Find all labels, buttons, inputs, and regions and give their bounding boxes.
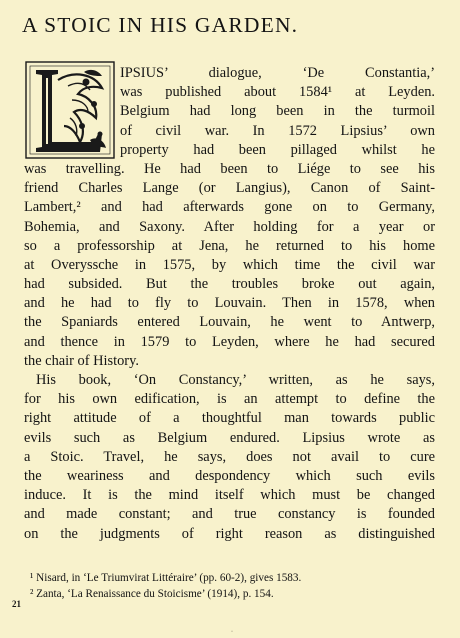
footnote-1: ¹ Nisard, in ‘Le Triumvirat Littéraire’ (pp. 60-2), gives 1583. (30, 572, 302, 584)
text-line: induce. It is the mind itself which must be changed (24, 487, 435, 504)
text-line: for his own edification, is an attempt to define the (24, 391, 435, 408)
folio-number: 21 (12, 599, 21, 609)
text-line: the chair of History. (24, 352, 139, 369)
footnote-2: ² Zanta, ‘La Renaissance du Stoicisme’ (1914), p. 154. (30, 588, 274, 600)
text-line: so a professorship at Jena, he returned to his home (24, 237, 435, 254)
text-line: had subsided. But the troubles broke out again, (24, 276, 435, 293)
text-line: was published about 1584¹ at Leyden. (120, 84, 435, 101)
body-text (24, 64, 435, 544)
text-line: property had been pillaged whilst he (120, 141, 435, 158)
text-line: of civil war. In 1572 Lipsius’ own (120, 122, 435, 139)
text-line: Belgium had long been in the turmoil (120, 103, 435, 120)
bottom-mark: · (231, 629, 233, 635)
text-line: and thence in 1579 to Leyden, where he had secured (24, 333, 435, 350)
text-line: friend Charles Lange (or Langius), Canon of Saint- (24, 180, 435, 197)
text-line: at Overyssche in 1575, by which time the civil war (24, 256, 435, 273)
text-line: IPSIUS’ dialogue, ‘De Constantia,’ (120, 65, 435, 81)
text-line: on the judgments of right reason as distinguished (24, 525, 435, 542)
text-line: right attitude of a thoughtful man towards public (24, 410, 435, 427)
text-line: and he had to fly to Louvain. Then in 1578, when (24, 295, 435, 312)
text-line: and made constant; and true constancy is founded (24, 506, 435, 523)
text-line: was travelling. He had been to Liége to see his (24, 160, 435, 177)
text-line: evils such as Belgium endured. Lipsius wrote as (24, 429, 435, 446)
text-line: the Spaniards entered Louvain, he went to Antwerp, (24, 314, 435, 331)
text-line: Lambert,² and had afterwards gone on to Germany, (24, 199, 435, 216)
text-line: Bohemia, and Saxony. After holding for a year or (24, 218, 435, 235)
page-title: A STOIC IN HIS GARDEN. (22, 13, 299, 37)
text-line: the weariness and despondency which such evils (24, 467, 435, 484)
text-line: a Stoic. Travel, he says, does not avail to cure (24, 448, 435, 465)
text-line: His book, ‘On Constancy,’ written, as he says, (36, 372, 435, 388)
